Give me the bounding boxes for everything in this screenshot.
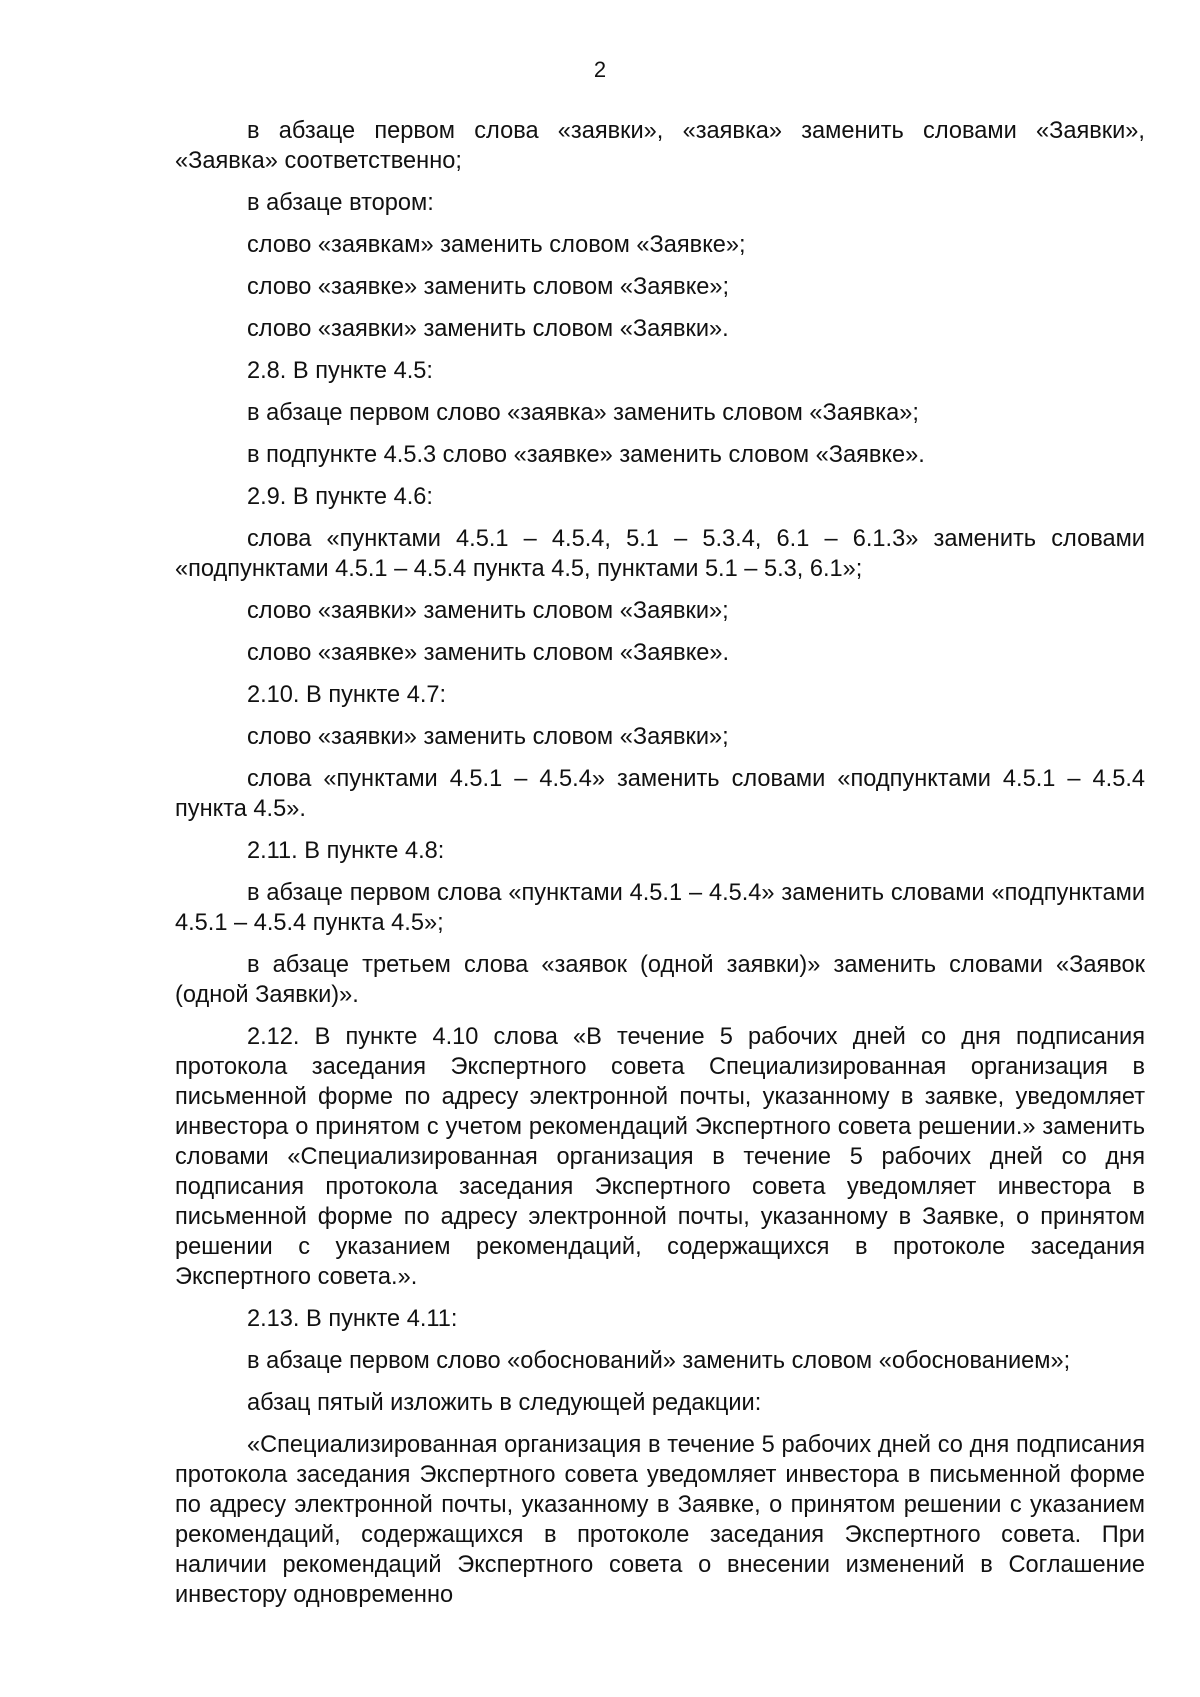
paragraph: в абзаце первом слово «заявка» заменить словом «Заявка»; [247, 400, 919, 426]
paragraph: 2.11. В пункте 4.8: [247, 838, 445, 864]
paragraph: 2.10. В пункте 4.7: [247, 682, 447, 708]
paragraph: в подпункте 4.5.3 слово «заявке» заменить словом «Заявке». [247, 442, 925, 468]
paragraph: в абзаце втором: [247, 190, 434, 216]
paragraph: слова «пунктами 4.5.1 – 4.5.4» заменить словами «подпунктами 4.5.1 – 4.5.4 пункта 4.5». [175, 766, 1145, 822]
paragraph: абзац пятый изложить в следующей редакции: [247, 1390, 762, 1416]
paragraph: слово «заявки» заменить словом «Заявки»; [247, 724, 729, 750]
paragraph: слово «заявки» заменить словом «Заявки». [247, 316, 729, 342]
paragraph: в абзаце третьем слова «заявок (одной заявки)» заменить словами «Заявок (одной Заявки)». [175, 952, 1145, 1008]
paragraph: 2.8. В пункте 4.5: [247, 358, 433, 384]
paragraph: слово «заявке» заменить словом «Заявке». [247, 640, 730, 666]
page-number: 2 [593, 57, 607, 82]
paragraph: слова «пунктами 4.5.1 – 4.5.4, 5.1 – 5.3.4, 6.1 – 6.1.3» заменить словами «подпунктами 4.5.1 – 4.5.4 пункта 4.5, пунктами 5.1 – 5.3, 6.1»; [175, 526, 1145, 582]
paragraph: слово «заявки» заменить словом «Заявки»; [247, 598, 729, 624]
paragraph: в абзаце первом слово «обоснований» заменить словом «обоснованием»; [247, 1348, 1071, 1374]
paragraph: в абзаце первом слова «заявки», «заявка» заменить словами «Заявки», «Заявка» соответственно; [175, 118, 1145, 174]
paragraph: 2.12. В пункте 4.10 слова «В течение 5 рабочих дней со дня подписания протокола заседания Экспертного совета Специализированная организация в письменной форме по адресу электронной почты, указанному в заявке, уведомляет инвестора о принятом с учетом рекомендаций Экспертного совета решении.» заменить словами «Специализированная организация в течение 5 рабочих дней со дня подписания протокола заседания Экспертного совета уведомляет инвестора в письменной форме по адресу электронной почты, указанному в Заявке, о принятом решении с указанием рекомендаций, содержащихся в протоколе заседания Экспертного совета.». [175, 1024, 1145, 1290]
paragraph: 2.13. В пункте 4.11: [247, 1306, 458, 1332]
paragraph: слово «заявкам» заменить словом «Заявке»; [247, 232, 746, 258]
paragraph: «Специализированная организация в течение 5 рабочих дней со дня подписания протокола заседания Экспертного совета уведомляет инвестора в письменной форме по адресу электронной почты, указанному в Заявке, о принятом решении с указанием рекомендаций, содержащихся в протоколе заседания Экспертного совета. При наличии рекомендаций Экспертного совета о внесении изменений в Соглашение инвестору одновременно [175, 1432, 1145, 1608]
document-body [175, 116, 1145, 1610]
paragraph: слово «заявке» заменить словом «Заявке»; [247, 274, 730, 300]
paragraph: 2.9. В пункте 4.6: [247, 484, 433, 510]
paragraph: в абзаце первом слова «пунктами 4.5.1 – 4.5.4» заменить словами «подпунктами 4.5.1 – 4.5.4 пункта 4.5»; [175, 880, 1145, 936]
